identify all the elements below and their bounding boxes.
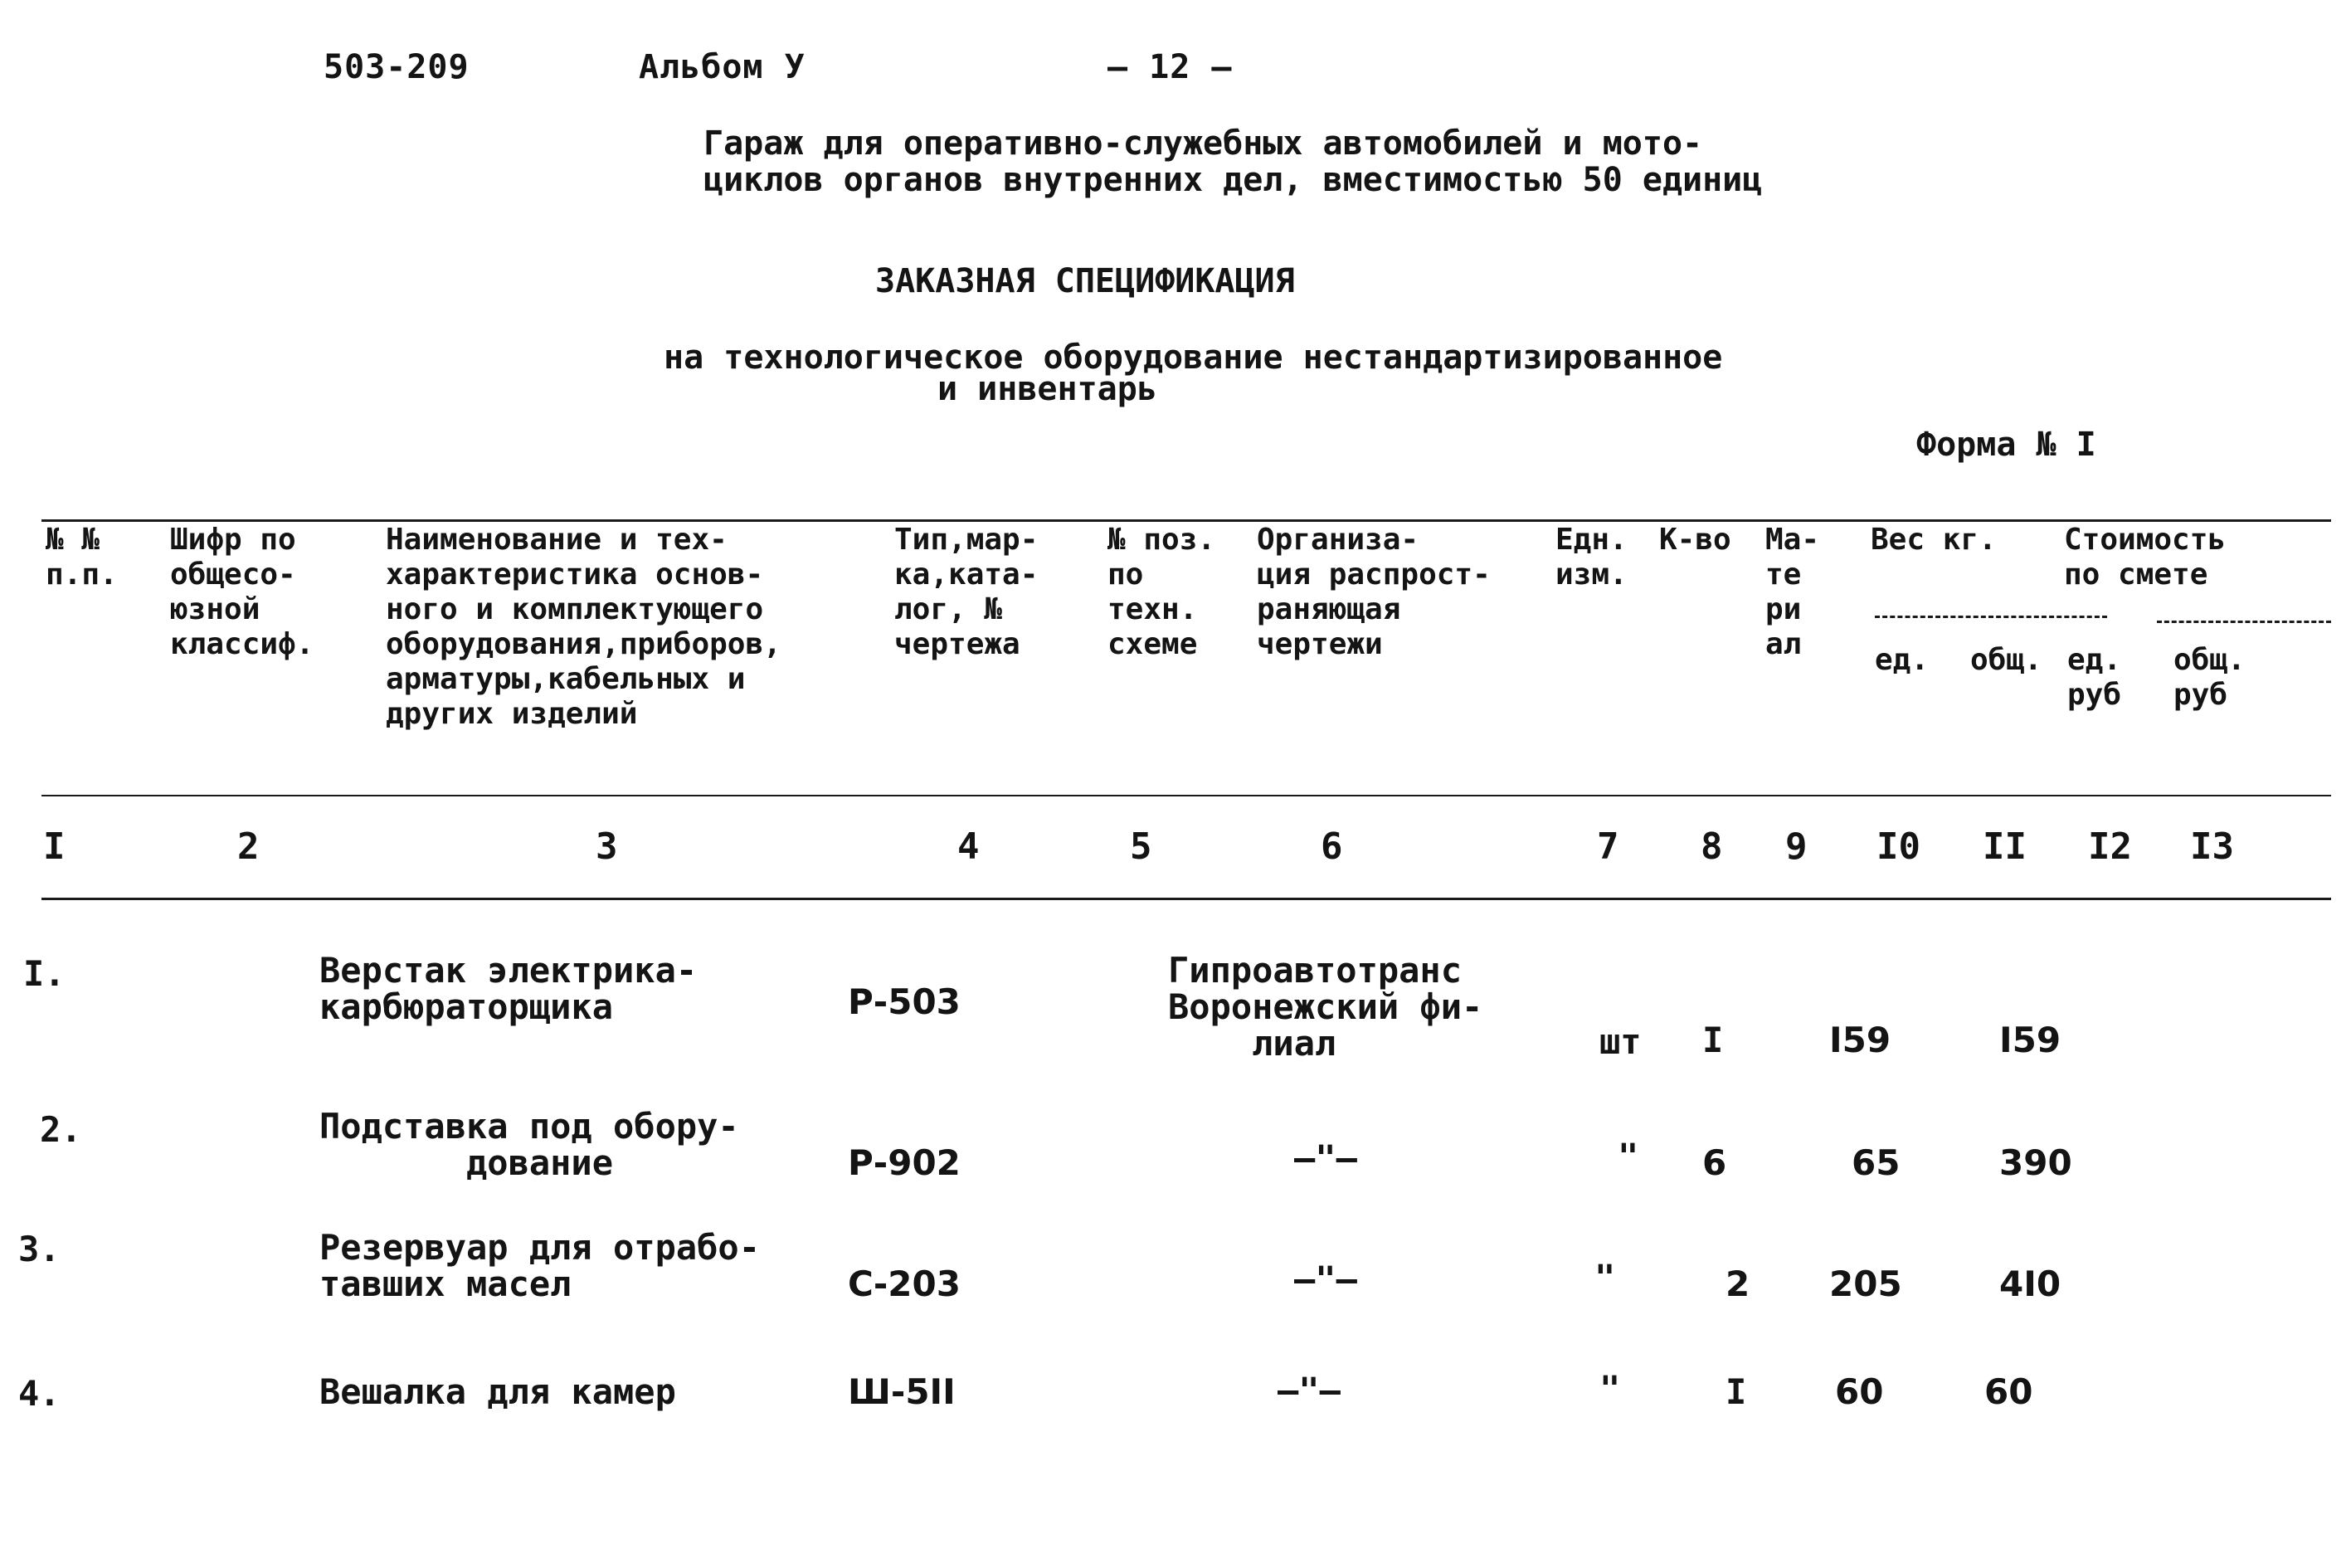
item-weight-total: 4I0 (1999, 1264, 2061, 1304)
item-weight-total: 390 (1999, 1142, 2072, 1183)
item-quantity: 2 (1726, 1264, 1750, 1304)
cost-subheader-rule (2157, 621, 2331, 623)
column-number: 7 (1597, 825, 1619, 868)
item-weight-unit: I59 (1829, 1020, 1891, 1060)
header-bottom-rule (41, 795, 2331, 796)
column-header-weight: Вес кг. (1871, 523, 1997, 557)
row-number: 3. (18, 1229, 61, 1269)
column-number: 9 (1785, 825, 1808, 868)
item-weight-unit: 60 (1835, 1371, 1884, 1412)
item-type: Р-902 (848, 1142, 961, 1183)
item-name: Верстак электрика- карбюраторщика (319, 950, 698, 1027)
row-number: I. (23, 953, 66, 994)
column-number: 3 (596, 825, 618, 868)
column-number: I (43, 825, 66, 868)
column-header-number: № № п.п. (46, 523, 118, 592)
item-weight-total: I59 (1999, 1020, 2061, 1060)
column-number: I3 (2190, 825, 2234, 868)
column-number: I0 (1876, 825, 1920, 868)
item-type: Ш-5II (848, 1371, 956, 1412)
column-header-weight-total: общ. (1970, 643, 2042, 677)
row-number: 2. (40, 1109, 82, 1150)
item-name: Резервуар для отрабо- тавших масел (319, 1227, 761, 1304)
item-unit: шт (1599, 1021, 1642, 1062)
column-header-position: № поз. по техн. схеме (1107, 523, 1216, 661)
item-name: Вешалка для камер (319, 1371, 676, 1412)
spec-heading: ЗАКАЗНАЯ СПЕЦИФИКАЦИЯ (875, 262, 1295, 300)
spec-subtitle-1: на технологическое оборудование нестандартизированное (664, 338, 1723, 377)
column-header-type: Тип,мар- ка,ката- лог, № чертежа (894, 523, 1039, 661)
item-unit: " (1594, 1257, 1616, 1298)
column-header-material: Ма- те ри ал (1765, 523, 1820, 661)
column-header-name: Наименование и тех- характеристика основ- ного и комплектующего оборудования,приборов, арматуры,кабельных и других изделий (386, 523, 781, 731)
item-unit: " (1618, 1136, 1639, 1176)
item-quantity: I (1702, 1020, 1724, 1060)
item-quantity: I (1726, 1371, 1747, 1412)
column-number: II (1983, 825, 2027, 868)
form-number: Форма № I (1916, 426, 2096, 464)
item-unit: " (1599, 1368, 1621, 1409)
column-header-quantity: К-во (1659, 523, 1731, 557)
column-header-cost: Стоимость по смете (2064, 523, 2227, 592)
title-line-2: циклов органов внутренних дел, вместимостью 50 единиц (703, 161, 1763, 199)
table-top-rule (41, 519, 2331, 522)
item-organization: –"– (1278, 1370, 1341, 1410)
title-line-1: Гараж для оперативно-служебных автомобилей и мото- (703, 124, 1703, 163)
document-code: 503-209 (324, 48, 470, 86)
column-number: 5 (1130, 825, 1152, 868)
column-number: I2 (2088, 825, 2132, 868)
column-number: 2 (237, 825, 260, 868)
column-number: 6 (1321, 825, 1343, 868)
item-organization: Гипроавтотранс Воронежский фи- лиал (1168, 950, 1483, 1064)
item-weight-unit: 205 (1829, 1264, 1902, 1304)
item-name: Подставка под обору- дование (319, 1106, 739, 1183)
weight-subheader-rule (1875, 616, 2107, 618)
item-weight-unit: 65 (1852, 1142, 1901, 1183)
column-header-cost-total: общ. руб (2173, 643, 2246, 712)
item-organization: –"– (1294, 1259, 1357, 1299)
column-header-classifier: Шифр по общесо- юзной классиф. (170, 523, 314, 661)
column-header-weight-unit: ед. (1875, 643, 1930, 677)
column-header-cost-unit: ед. руб (2067, 643, 2122, 712)
item-weight-total: 60 (1984, 1371, 2033, 1412)
column-header-organization: Организа- ция распрост- раняющая чертежи (1257, 523, 1491, 661)
item-organization: –"– (1294, 1137, 1357, 1178)
column-number: 4 (957, 825, 980, 868)
spec-subtitle-2: и инвентарь (937, 370, 1157, 408)
item-type: Р-503 (848, 981, 961, 1022)
page-number: – 12 – (1107, 48, 1233, 86)
item-type: С-203 (848, 1264, 961, 1304)
row-number: 4. (18, 1373, 61, 1414)
album-label: Альбом У (639, 48, 806, 86)
column-number: 8 (1701, 825, 1723, 868)
column-header-unit: Едн. изм. (1555, 523, 1628, 592)
item-quantity: 6 (1702, 1142, 1727, 1183)
column-number-rule (41, 898, 2331, 900)
